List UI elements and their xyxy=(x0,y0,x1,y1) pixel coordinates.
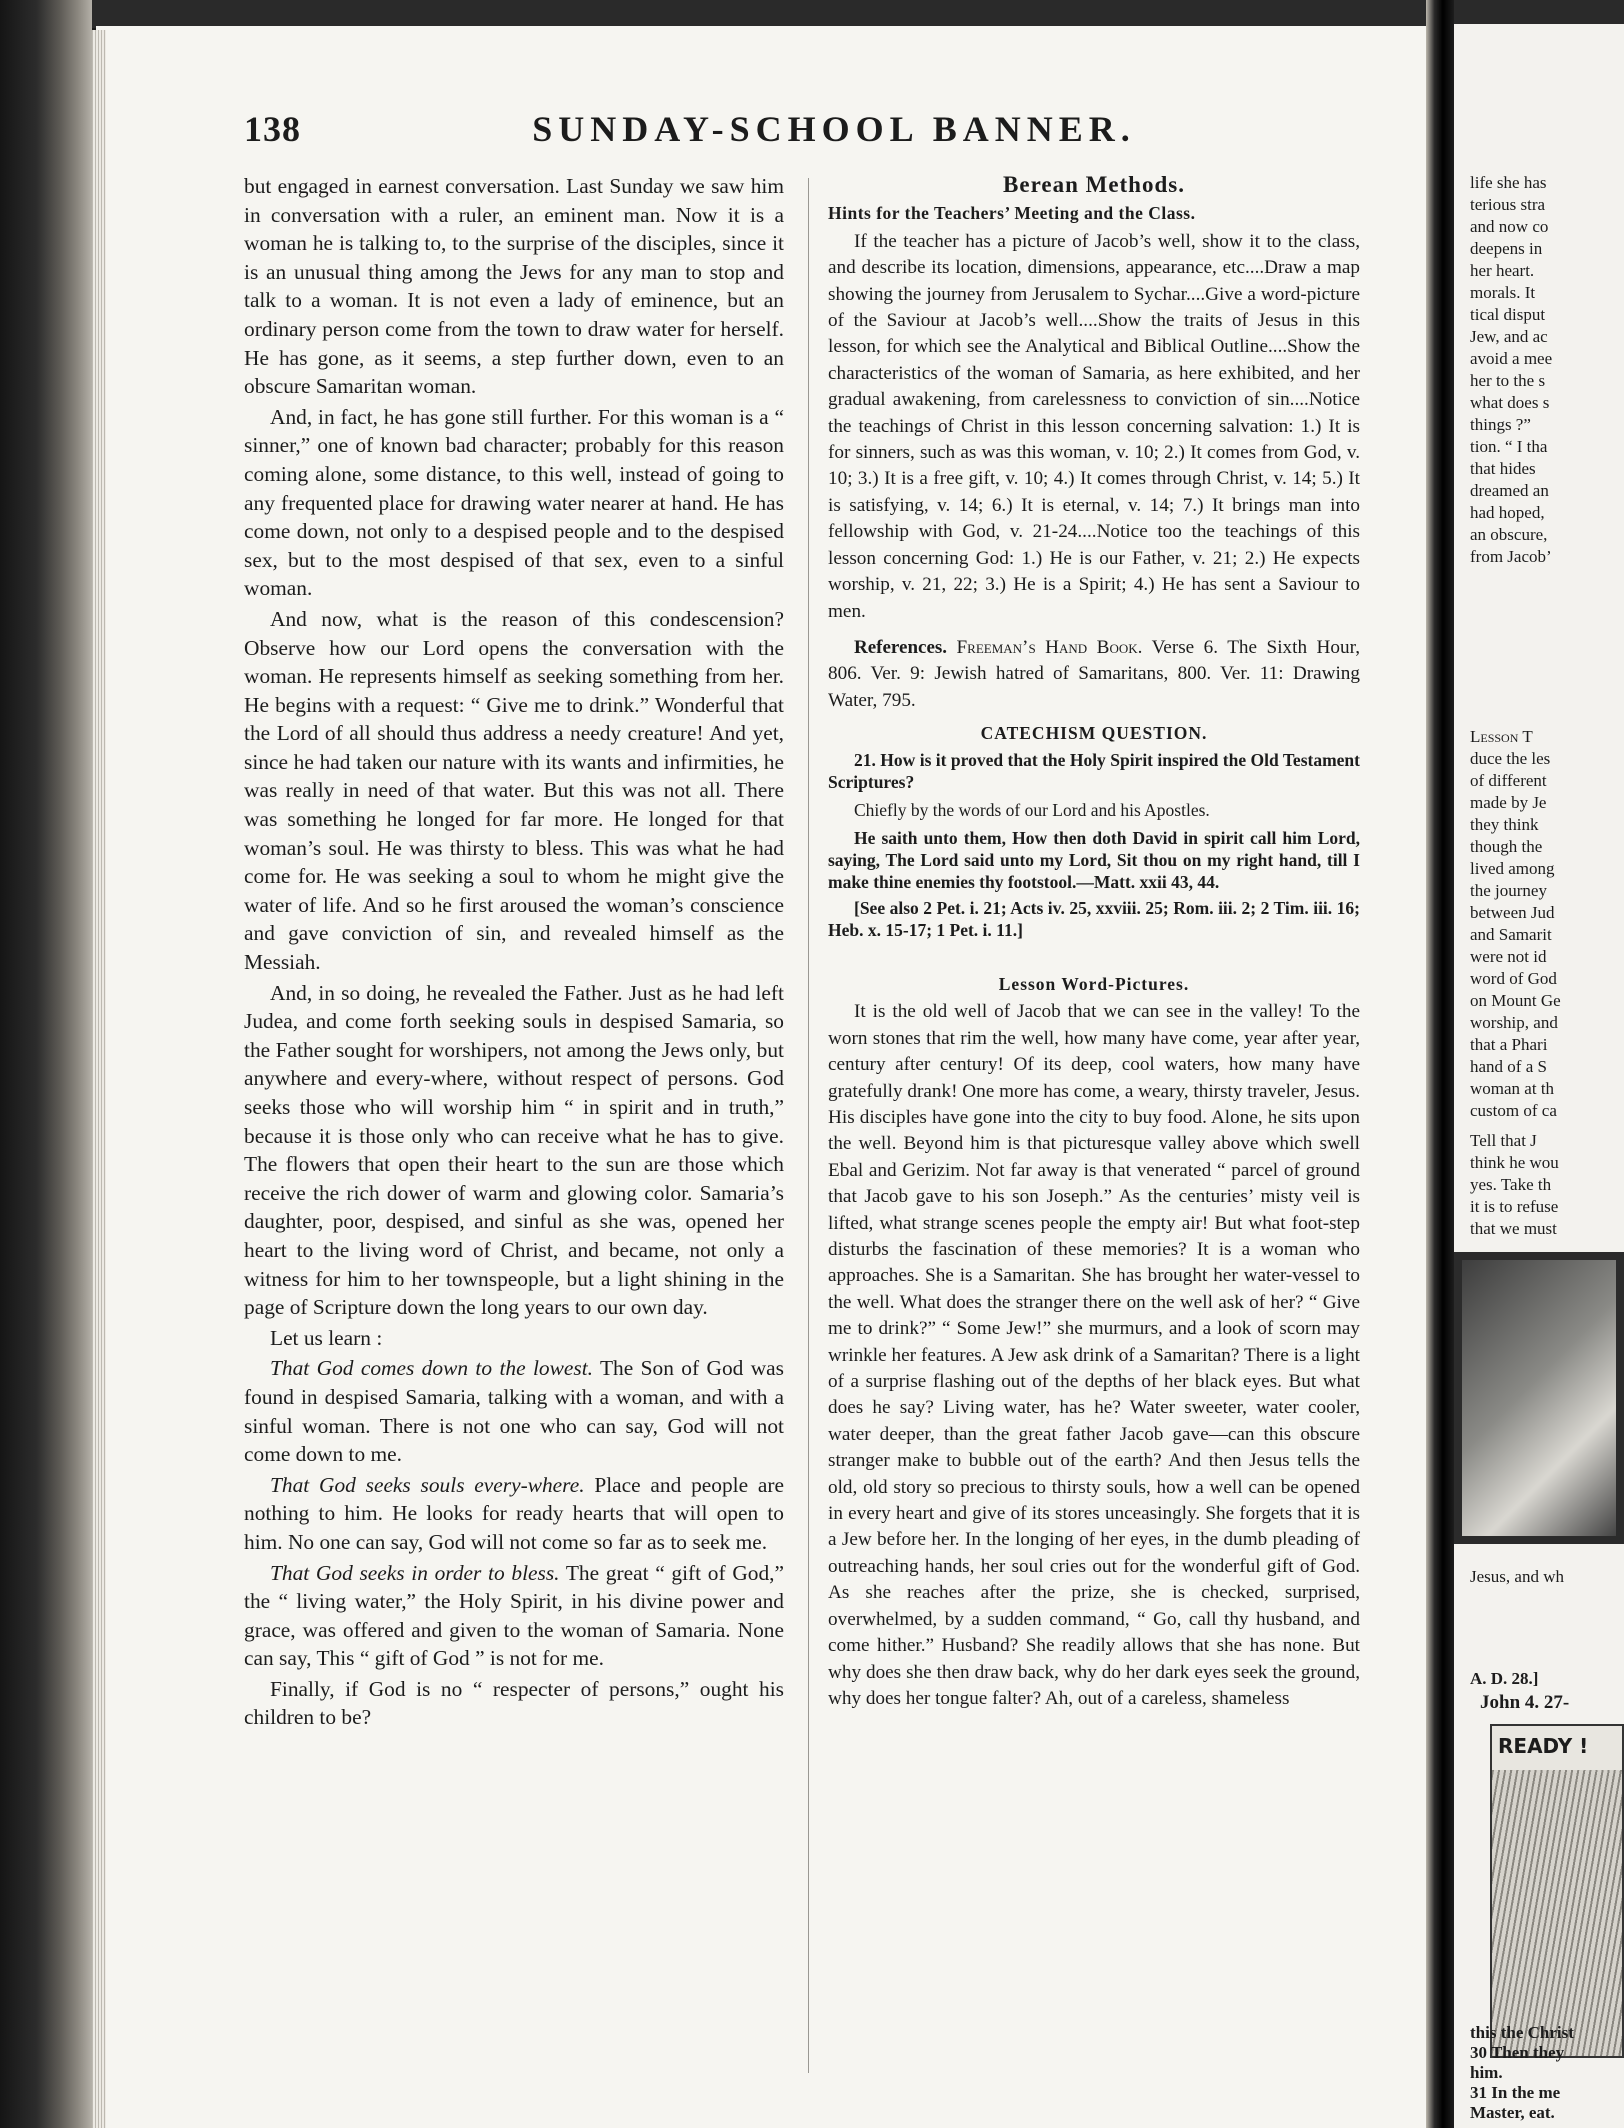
word-pictures-text: It is the old well of Jacob that we can see in the valley! To the worn stones that rim the well, how many have come, year after year, century after century! Of its deep, cool waters, how many have gratefully drank! One more has come, a weary, thirsty traveler, Jesus. His disciples have gone into the city to buy food. Alone, he sits upon the well. Beyond him is that picturesque valley above which swell Ebal and Gerizim. Not far away is that venerated “ parcel of ground that Jacob gave to his son Joseph.” As the centuries’ misty veil is lifted, what strange scenes people the empty air! But what foot-step disturbs the fascination of these memories? It is a woman who approaches. She is a Samaritan. She has brought her water-vessel to the well. What does the stranger there on the well ask of her? “ Give me to drink?” “ Some Jew!” she murmurs, and a look of scorn may wrinkle her features. A Jew ask drink of a Samaritan? There is a light of a surprise flashing out of the depths of her black eyes. But what does he say? Living water, has he? Water sweeter, water cooler, water deeper, than the great father Jacob gave—can this obscure stranger make to bubble out of the earth? And then Jesus tells the old, old story so precious to thirsty souls, how a well can be opened in every heart and give of its stores unceasingly. She forgets that it is a Jew before her. In the longing of her eyes, in the dumb pleading of outreaching hands, her soul cries out for the wonderful gift of God. As she reaches after the prize, she is checked, surprised, overwhelmed, by a sudden command, “ Go, call thy husband, and come hither.” Husband? She readily allows that she has none. But why does she then draw back, why do her dark eyes seek the ground, why does her tongue falter? Ah, out of a careless, shameless xyxy=(828,1001,1360,1709)
catechism-quote: He saith unto them, How then doth David in spirit call him Lord, saying, The Lord said unto my Lord, Sit thou on my right hand, till I make thine enemies thy footstool.—Matt. xxii 43, 44. xyxy=(828,827,1360,892)
fragment-line: hand of a S xyxy=(1470,1057,1547,1076)
fragment-line: custom of ca xyxy=(1470,1101,1557,1120)
fragment-line: and now co xyxy=(1470,217,1549,236)
running-title: SUNDAY-SCHOOL BANNER. xyxy=(532,109,1136,149)
catechism-answer: Chiefly by the words of our Lord and his Apostles. xyxy=(854,799,1210,820)
catechism-see-also: [See also 2 Pet. i. 21; Acts iv. 25, xxviii. 25; Rom. iii. 2; 2 Tim. iii. 16; Heb. x. 15-17; 1 Pet. i. 11.] xyxy=(828,897,1360,940)
fragment-line: this the Christ xyxy=(1470,2023,1574,2042)
learn-intro: Let us learn : xyxy=(270,1325,383,1350)
fragment-line: word of God xyxy=(1470,969,1557,988)
lesson-point xyxy=(244,1354,784,1468)
fragment-line: it is to refuse xyxy=(1470,1197,1559,1216)
word-pictures-heading: Lesson Word-Pictures. xyxy=(998,973,1190,994)
references-book: Freeman’s Hand Book. xyxy=(956,636,1143,658)
paragraph: but engaged in earnest conversation. Last Sunday we saw him in conversation with a ruler, an eminent man. Now it is a woman he is talking to, to the surprise of the disciples, since it is an unusual thing among the Jews for any man to stop and talk to a woman. It is not even a lady of eminence, but an ordinary person come from the town to draw water for herself. He has gone, as it seems, a step further down, even to an obscure Samaritan woman. xyxy=(244,174,784,399)
berean-methods-heading: Berean Methods. xyxy=(1003,172,1185,197)
illustration-caption: Jesus, and wh xyxy=(1470,1567,1564,1586)
berean-text: If the teacher has a picture of Jacob’s well, show it to the class, and describe its location, dimensions, appearance, etc....Draw a map showing the journey from Jerusalem to Sychar....Give a word-picture of the Saviour at Jacob’s well....Show the traits of Jesus in this lesson, for which see the Analytical and Biblical Outline....Show the characteristics of the woman of Samaria, as here exhibited, and her gradual awakening, from carelessness to conviction of sin....Notice the teachings of Christ in this lesson concerning salvation: 1.) It is for sinners, such as was this woman, v. 10; 2.) It comes from God, v. 10; 3.) It is a free gift, v. 10; 4.) It comes through Christ, v. 14; 5.) It is satisfying, v. 14; 6.) It is eternal, v. 14; 7.) It brings man into fellowship with God, v. 21-24....Notice too the teachings of this lesson concerning God: 1.) He is our Father, v. 21; 2.) He expects worship, v. 21, 22; 3.) He is a Spirit; 4.) He has sent a Saviour to men. xyxy=(828,230,1360,622)
berean-subheading: Hints for the Teachers’ Meeting and the Class. xyxy=(828,203,1196,224)
lesson-point-text: The Son of God was found in despised Samaria, talking with a woman, and with a sinful woman. There is not one who can say, God will not come down to me. xyxy=(244,1356,784,1467)
fragment-line: terious stra xyxy=(1470,195,1546,214)
wheat-field xyxy=(1492,1770,1622,2056)
paragraph: And, in so doing, he revealed the Father. Just as he had left Judea, and come forth seeking souls in despised Samaria, so the Father sought for worshipers, not among the Jews only, but anywhere and every-where, without respect of persons. God seeks those who will worship him “ in spirit and in truth,” because it is those only who can receive what he has to give. The flowers that open their heart to the sun are those which receive the rich dower of warm and glowing color. Samaria’s daughter, poor, despised, and sinful as she was, opened her heart to the living word of Christ, and became, not only a witness for him to her townspeople, but a light shining in the page of Scripture down the long years to our own day. xyxy=(244,980,784,1320)
date-line: A. D. 28.] xyxy=(1470,1669,1539,1688)
left-column xyxy=(244,172,784,1734)
fragment-line: woman at th xyxy=(1470,1079,1555,1098)
fragment-line: Master, eat. xyxy=(1470,2103,1555,2122)
column-divider xyxy=(808,178,809,2073)
scripture-reference: John 4. 27- xyxy=(1480,1692,1570,1713)
ready-label: READY ! xyxy=(1498,1734,1589,1758)
fragment-line: morals. It xyxy=(1470,283,1536,302)
book-gutter xyxy=(1426,0,1454,2128)
references-label: References. xyxy=(854,636,948,658)
catechism-question: 21. How is it proved that the Holy Spirit inspired the Old Testament Scriptures? xyxy=(828,749,1360,792)
woodcut-shading xyxy=(1462,1260,1616,1536)
fragment-line: an obscure, xyxy=(1470,525,1548,544)
fragment-line: between Jud xyxy=(1470,903,1555,922)
fragment-line: though the xyxy=(1470,837,1543,856)
fragment-line: her to the s xyxy=(1470,371,1546,390)
book-spine xyxy=(0,0,92,2128)
fragment-line: dreamed an xyxy=(1470,481,1549,500)
fragment-line: her heart. xyxy=(1470,261,1535,280)
page-header xyxy=(244,108,1314,154)
right-page-fragment xyxy=(1454,24,1624,2128)
fragment-line: what does s xyxy=(1470,393,1550,412)
fragment-line: avoid a mee xyxy=(1470,349,1553,368)
catechism-heading: CATECHISM QUESTION. xyxy=(980,723,1208,744)
closing-paragraph: Finally, if God is no “ respecter of persons,” ought his children to be? xyxy=(244,1676,784,1730)
fragment-line: that a Phari xyxy=(1470,1035,1548,1054)
lesson-point-text: Place and people are nothing to him. He looks for ready hearts that will open to him. No one can say, God will not come so far as to seek me. xyxy=(244,1472,784,1554)
fragment-line: duce the les xyxy=(1470,749,1551,768)
fragment-line: of different xyxy=(1470,771,1547,790)
right-column xyxy=(828,172,1360,1714)
fragment-line: Lesson T xyxy=(1470,727,1533,746)
paragraph: And now, what is the reason of this condescension? Observe how our Lord opens the conversation with the woman. He represents himself as seeking something from her. He begins with a request: “ Give me to drink.” Wonderful that the Lord of all should thus address a needy creature! And yet, since he had taken our nature with its wants and infirmities, he was really in need of that water. But this was not all. There was something he longed for far more. He longed for that woman’s soul. He was thirsty to bless. This was what he had come for. He was seeking a soul to whom he might give the water of life. And so he first aroused the woman’s conscience and gave conviction of sin, and revealed himself as the Messiah. xyxy=(244,606,784,975)
fragment-line: 30 Then they xyxy=(1470,2043,1565,2062)
references-text: Verse 6. The Sixth Hour, 806. Ver. 9: Jewish hatred of Samaritans, 800. Ver. 11: Drawing Water, 795. xyxy=(828,636,1360,711)
fragment-line: lived among xyxy=(1470,859,1555,878)
fragment-line: him. xyxy=(1470,2063,1503,2082)
fragment-line: that we must xyxy=(1470,1219,1557,1238)
lesson-point xyxy=(244,1471,784,1557)
woodcut-illustration xyxy=(1454,1252,1624,1544)
fragment-line: that hides xyxy=(1470,459,1536,478)
fragment-line: things ?” xyxy=(1470,415,1531,434)
fragment-line: 31 In the me xyxy=(1470,2083,1561,2102)
fragment-line: from Jacob’ xyxy=(1470,547,1552,566)
fragment-line: Jew, and ac xyxy=(1470,327,1548,346)
lesson-point-heading: That God comes down to the lowest. xyxy=(270,1356,593,1381)
lesson-point-heading: That God seeks in order to bless. xyxy=(270,1560,560,1585)
paragraph: And, in fact, he has gone still further. For this woman is a “ sinner,” one of known bad character; probably for this reason coming alone, some distance, to this well, instead of going to any frequented place for drawing water nearer at hand. He has come down, not only to a despised people and to the despised sex, but to the most despised of that sex, even to a sinful woman. xyxy=(244,404,784,601)
scan-top-edge xyxy=(0,0,1624,28)
page-number: 138 xyxy=(244,109,301,149)
lesson-point-heading: That God seeks souls every-where. xyxy=(270,1472,585,1497)
fragment-line: the journey xyxy=(1470,881,1547,900)
fragment-line: think he wou xyxy=(1470,1153,1559,1172)
fragment-line: tion. “ I tha xyxy=(1470,437,1548,456)
lesson-point-text: The great “ gift of God,” the “ living water,” the Holy Spirit, in his divine power and grace, was offered and given to the woman of Samaria. None can say, This “ gift of God ” is not for me. xyxy=(244,1560,784,1671)
fragment-line: life she has xyxy=(1470,173,1547,192)
lesson-point xyxy=(244,1559,784,1673)
fragment-line: Tell that J xyxy=(1470,1131,1537,1150)
fragment-line: were not id xyxy=(1470,947,1547,966)
fragment-line: deepens in xyxy=(1470,239,1543,258)
fragment-line: made by Je xyxy=(1470,793,1547,812)
fragment-line: on Mount Ge xyxy=(1470,991,1561,1010)
fragment-line: worship, and xyxy=(1470,1013,1558,1032)
fragment-line: had hoped, xyxy=(1470,503,1545,522)
fragment-line: they think xyxy=(1470,815,1539,834)
ready-illustration xyxy=(1490,1724,1624,2058)
page-edges xyxy=(92,30,106,2128)
fragment-line: yes. Take th xyxy=(1470,1175,1552,1194)
fragment-line: tical disput xyxy=(1470,305,1546,324)
fragment-line: and Samarit xyxy=(1470,925,1552,944)
references xyxy=(828,635,1360,714)
